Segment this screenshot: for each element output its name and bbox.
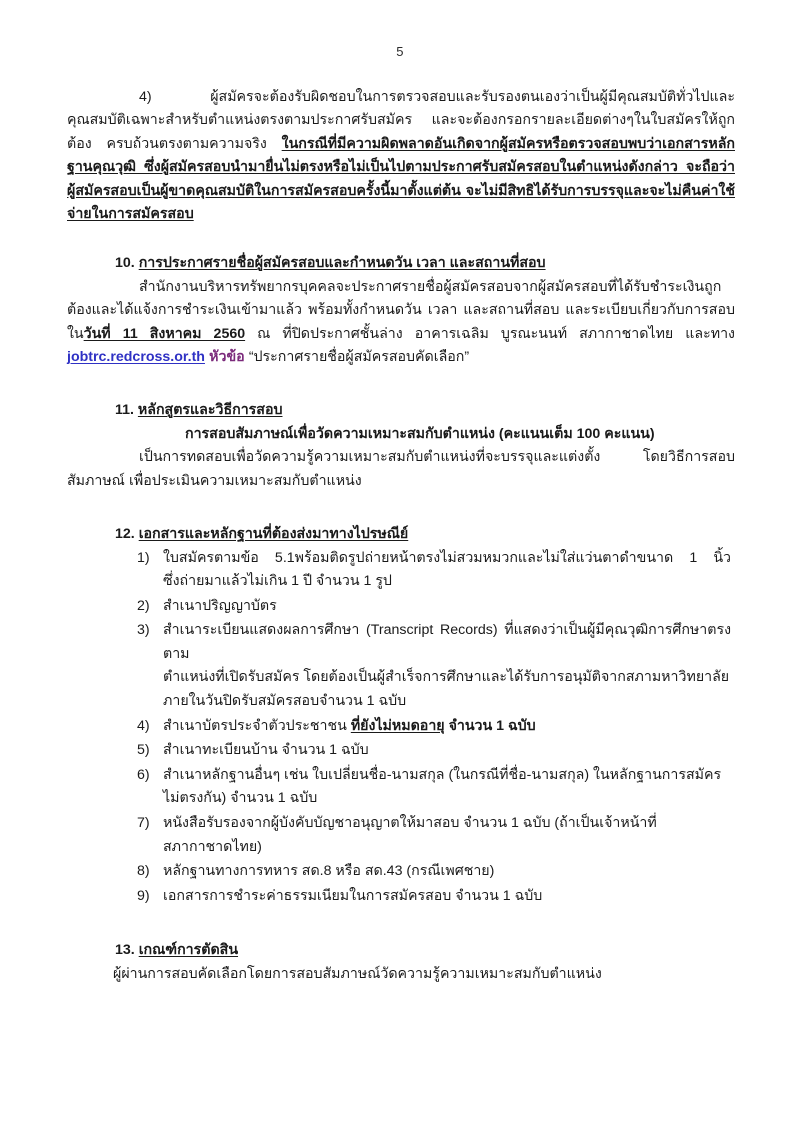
section-11-subtitle: การสอบสัมภาษณ์เพื่อวัดความเหมาะสมกับตำแหน่ง (คะแนนเต็ม 100 คะแนน) bbox=[185, 425, 655, 442]
list-item-marker: 8) bbox=[137, 863, 150, 880]
list-item-line: หลักฐานทางการทหาร สด.8 หรือ สด.43 (กรณีเพศชาย) bbox=[163, 863, 495, 880]
list-item-line: ไม่ตรงกัน) จำนวน 1 ฉบับ bbox=[163, 790, 318, 807]
section-10-body bbox=[67, 276, 735, 370]
list-item-line: ภายในวันปิดรับสมัครสอบจำนวน 1 ฉบับ bbox=[163, 693, 407, 710]
clause-4-text: ผู้สมัครจะต้องรับผิดชอบในการตรวจสอบและรับรองตนเองว่าเป็นผู้มีคุณสมบัติทั่วไปและคุณสมบัติเฉพาะสำหรับตำแหน่งตรงตามประกาศรับสมัคร และจะต้องกรอกรายละเอียดต่างๆในใบสมัครให้ถูกต้อง ครบถ้วนตรงตามความจริง bbox=[67, 89, 735, 152]
list-item bbox=[137, 619, 731, 713]
list-item-emphasis: ที่ยังไม่หมดอายุ bbox=[350, 717, 445, 734]
section-10-topic-quote: “ประกาศรายชื่อผู้สมัครสอบคัดเลือก” bbox=[248, 349, 470, 366]
list-item-marker: 5) bbox=[137, 742, 150, 759]
spacer bbox=[67, 369, 735, 399]
section-12-heading bbox=[115, 523, 735, 546]
list-item-line: ตำแหน่งที่เปิดรับสมัคร โดยต้องเป็นผู้สำเร็จการศึกษาและได้รับการอนุมัติจากสภามหาวิทยาลัย bbox=[163, 669, 730, 686]
section-13-number: 13. bbox=[115, 942, 135, 959]
list-item-marker: 7) bbox=[137, 815, 150, 832]
section-13-heading bbox=[115, 939, 735, 962]
section-10-body-part1: สำนักงานบริหารทรัพยากรบุคคลจะประกาศรายชื่อผู้สมัครสอบจากผู้สมัครสอบที่ได้รับชำระเงินถูกต้องและได้แจ้งการชำระเงินเข้ามาแล้ว พร้อมทั้งกำหนดวัน เวลา และสถานที่สอบ และระเบียบเกี่ยวกับการสอบใน bbox=[67, 278, 735, 342]
jobtrc-url-link[interactable]: jobtrc.redcross.or.th bbox=[67, 349, 205, 366]
section-10-topic-label: หัวข้อ bbox=[209, 349, 245, 366]
spacer bbox=[67, 226, 735, 252]
page-content bbox=[67, 86, 735, 986]
section-11-number: 11. bbox=[115, 402, 134, 419]
section-10-title: การประกาศรายชื่อผู้สมัครสอบและกำหนดวัน เวลา และสถานที่สอบ bbox=[138, 255, 546, 272]
list-item-marker: 3) bbox=[137, 622, 150, 639]
list-item-line: สำเนาทะเบียนบ้าน จำนวน 1 ฉบับ bbox=[163, 742, 369, 759]
list-item bbox=[137, 764, 731, 811]
section-12-title: เอกสารและหลักฐานที่ต้องส่งมาทางไปรษณีย์ bbox=[138, 526, 409, 543]
clause-4-emphasis: ในกรณีที่มีความผิดพลาดอันเกิดจากผู้สมัครหรือตรวจสอบพบว่าเอกสารหลักฐานคุณวุฒิ ซึ่งผู้สมัครสอบนำมายื่นไม่ตรงหรือไม่เป็นไปตามประกาศรับสมัครสอบในตำแหน่งดังกล่าว จะถือว่าผู้สมัครสอบเป็นผู้ขาดคุณสมบัติในการสมัครสอบครั้งนี้มาตั้งแต่ต้น จะไม่มีสิทธิได้รับการบรรจุและจะไม่คืนค่าใช้จ่ายในการสมัครสอบ bbox=[67, 135, 735, 223]
list-item-prefix: สำเนาบัตรประจำตัวประชาชน bbox=[163, 717, 351, 734]
required-documents-list bbox=[67, 547, 735, 909]
list-item bbox=[137, 860, 723, 884]
section-11-title: หลักสูตรและวิธีการสอบ bbox=[137, 402, 283, 419]
spacer bbox=[67, 909, 735, 939]
section-13-body: ผู้ผ่านการสอบคัดเลือกโดยการสอบสัมภาษณ์วัดความรู้ความเหมาะสมกับตำแหน่ง bbox=[113, 965, 602, 982]
list-item-marker: 9) bbox=[137, 887, 150, 904]
section-11-heading bbox=[115, 399, 735, 422]
list-item-line: ใบสมัครตามข้อ 5.1พร้อมติดรูปถ่ายหน้าตรงไม่สวมหมวกและไม่ใส่แว่นตาดำขนาด 1 นิ้ว bbox=[163, 549, 731, 566]
section-11-body: เป็นการทดสอบเพื่อวัดความรู้ความเหมาะสมกับตำแหน่งที่จะบรรจุและแต่งตั้ง โดยวิธีการสอบสัมภาษณ์ เพื่อประเมินความเหมาะสมกับตำแหน่ง bbox=[67, 449, 735, 489]
list-item-suffix: จำนวน 1 ฉบับ bbox=[444, 717, 536, 734]
list-item-line: สภากาชาดไทย) bbox=[163, 838, 262, 855]
list-item-marker: 6) bbox=[137, 766, 150, 783]
section-12-number: 12. bbox=[115, 526, 135, 543]
section-10-body-part2: ณ ที่ปิดประกาศชั้นล่าง อาคารเฉลิม บูรณะนนท์ สภากาชาดไทย และทาง bbox=[245, 325, 735, 342]
spacer bbox=[67, 493, 735, 523]
list-item bbox=[137, 547, 731, 594]
list-item-line: สำเนาปริญญาบัตร bbox=[163, 597, 277, 614]
list-item-marker: 4) bbox=[137, 717, 150, 734]
list-item-line: สำเนาหลักฐานอื่นๆ เช่น ใบเปลี่ยนชื่อ-นามสกุล (ในกรณีที่ชื่อ-นามสกุล) ในหลักฐานการสมัคร bbox=[163, 766, 722, 783]
page-number: 5 bbox=[396, 44, 404, 59]
list-item-marker: 1) bbox=[137, 549, 150, 566]
list-item bbox=[137, 812, 731, 859]
section-10-number: 10. bbox=[115, 255, 135, 272]
list-item-line: หนังสือรับรองจากผู้บังคับบัญชาอนุญาตให้มาสอบ จำนวน 1 ฉบับ (ถ้าเป็นเจ้าหน้าที่ bbox=[163, 815, 657, 832]
clause-4-paragraph bbox=[67, 86, 735, 226]
list-item-line: ซึ่งถ่ายมาแล้วไม่เกิน 1 ปี จำนวน 1 รูป bbox=[163, 573, 392, 590]
clause-4-marker: 4) bbox=[139, 89, 152, 105]
list-item bbox=[137, 715, 723, 739]
list-item bbox=[137, 739, 723, 763]
section-10-date: วันที่ 11 สิงหาคม 2560 bbox=[83, 325, 246, 342]
list-item bbox=[137, 595, 723, 619]
section-13-title: เกณฑ์การตัดสิน bbox=[138, 942, 239, 959]
section-10-heading bbox=[115, 252, 735, 275]
list-item-line: สำเนาระเบียนแสดงผลการศึกษา (Transcript Records) ที่แสดงว่าเป็นผู้มีคุณวุฒิการศึกษาตรงตาม bbox=[163, 622, 731, 662]
list-item-marker: 2) bbox=[137, 597, 150, 614]
list-item bbox=[137, 885, 723, 909]
list-item-line: เอกสารการชำระค่าธรรมเนียมในการสมัครสอบ จำนวน 1 ฉบับ bbox=[163, 887, 543, 904]
